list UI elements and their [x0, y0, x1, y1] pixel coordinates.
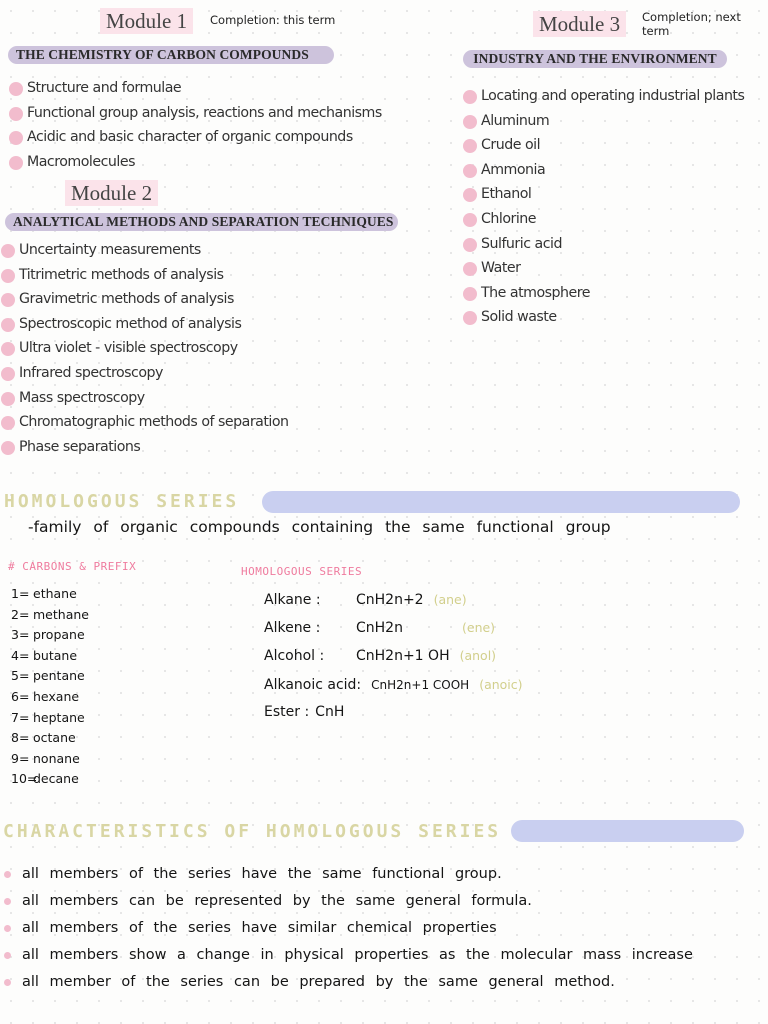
- series-row-alkanoic-acid: [264, 671, 523, 699]
- topic-item: Chlorine: [463, 207, 744, 232]
- topic-item: The atmosphere: [463, 281, 744, 306]
- series-formula: CnH2n: [356, 620, 403, 637]
- series-row-alkene: [264, 614, 523, 642]
- carbon-number: 8=: [11, 730, 30, 746]
- topic-item: Chromatographic methods of separation: [1, 410, 289, 435]
- topic-item: Ammonia: [463, 158, 744, 183]
- carbon-name: pentane: [33, 668, 85, 684]
- carbons-heading: # CARBONS & PREFIX: [8, 560, 137, 573]
- homologous-definition: -family of organic compounds containing the same functional group: [28, 518, 611, 536]
- topic-item: Structure and formulae: [9, 76, 382, 101]
- series-name: Alkene :: [264, 620, 321, 637]
- module-3-topics: [463, 84, 744, 330]
- carbon-item: [11, 605, 89, 626]
- module-2-topics: [1, 238, 289, 459]
- carbon-number: 5=: [11, 668, 30, 684]
- carbon-name: ethane: [33, 586, 77, 601]
- topic-item: Locating and operating industrial plants: [463, 84, 744, 109]
- homologous-bar: [262, 491, 740, 513]
- carbon-name: octane: [33, 730, 76, 746]
- characteristic-item: all members of the series have the same functional group.: [0, 861, 720, 888]
- carbon-name: methane: [33, 606, 89, 622]
- module-1-banner: THE CHEMISTRY OF CARBON COMPOUNDS: [8, 46, 334, 64]
- topic-item: Aluminum: [463, 109, 744, 134]
- carbon-number: 7=: [11, 709, 30, 725]
- carbon-item: [11, 769, 89, 790]
- module-3-title: Module 3: [533, 11, 626, 37]
- carbon-name: nonane: [33, 750, 80, 766]
- carbon-item: [11, 625, 89, 646]
- topic-item: Water: [463, 256, 744, 281]
- topic-item: Solid waste: [463, 305, 744, 330]
- carbon-number: 4=: [11, 647, 30, 663]
- carbon-number: 10=: [11, 771, 38, 787]
- series-suffix: (ane): [433, 592, 467, 607]
- topic-item: Functional group analysis, reactions and mechanisms: [9, 101, 382, 126]
- series-formula: CnH2n+1 COOH: [371, 677, 470, 692]
- series-suffix: (anol): [459, 648, 497, 664]
- series-name: Alcohol :: [264, 648, 325, 665]
- homologous-heading: HOMOLOGOUS SERIES: [4, 491, 240, 512]
- carbon-item: [11, 666, 89, 687]
- module-2-banner: ANALYTICAL METHODS AND SEPARATION TECHNIQUES: [5, 213, 398, 231]
- series-row-alcohol: [264, 642, 523, 670]
- series-row-alkane: [264, 586, 523, 614]
- topic-item: Crude oil: [463, 133, 744, 158]
- series-formula: CnH2n+2: [356, 592, 424, 608]
- topic-item: Acidic and basic character of organic compounds: [9, 125, 382, 150]
- characteristics-bar: [511, 820, 744, 842]
- topic-item: Ultra violet - visible spectroscopy: [1, 336, 289, 361]
- topic-item: Gravimetric methods of analysis: [1, 287, 289, 312]
- carbon-item: [11, 687, 89, 708]
- series-table: [264, 586, 523, 726]
- module-1-completion: Completion: this term: [210, 13, 336, 27]
- carbon-item: [11, 584, 89, 605]
- series-row-ester: [264, 699, 523, 726]
- series-heading: HOMOLOGOUS SERIES: [241, 565, 363, 578]
- carbon-name: butane: [33, 647, 78, 663]
- carbons-list: [11, 584, 89, 790]
- characteristic-item: all member of the series can be prepared by the same general method.: [0, 969, 720, 996]
- carbon-item: [11, 749, 89, 770]
- topic-item: Infrared spectroscopy: [1, 361, 289, 386]
- topic-item: Mass spectroscopy: [1, 386, 289, 411]
- topic-item: Macromolecules: [9, 150, 382, 175]
- series-name: Alkane :: [264, 592, 321, 608]
- topic-item: Uncertainty measurements: [1, 238, 289, 263]
- module-1-title: Module 1: [100, 8, 193, 34]
- carbon-item: [11, 708, 89, 729]
- carbon-item: [11, 646, 89, 667]
- characteristics-heading: CHARACTERISTICS OF HOMOLOGOUS SERIES: [3, 821, 502, 842]
- series-formula: CnH2n+1 OH: [356, 648, 450, 665]
- carbon-number: 3=: [11, 627, 30, 643]
- module-1-topics: [9, 76, 382, 174]
- topic-item: Titrimetric methods of analysis: [1, 263, 289, 288]
- characteristics-list: [0, 861, 720, 996]
- topic-item: Sulfuric acid: [463, 232, 744, 257]
- series-name: Alkanoic acid:: [264, 676, 362, 693]
- characteristic-item: all members of the series have similar chemical properties: [0, 915, 720, 942]
- series-suffix: (anoic): [479, 676, 523, 692]
- module-3-completion: Completion; next term: [642, 10, 741, 38]
- topic-item: Phase separations: [1, 435, 289, 460]
- topic-item: Spectroscopic method of analysis: [1, 312, 289, 337]
- carbon-name: propane: [33, 627, 85, 643]
- series-formula: CnH: [315, 703, 345, 720]
- series-suffix: (ene): [462, 620, 496, 636]
- carbon-name: heptane: [33, 709, 85, 725]
- carbon-item: [11, 728, 89, 749]
- characteristic-item: all members can be represented by the same general formula.: [0, 888, 720, 915]
- topic-item: Ethanol: [463, 182, 744, 207]
- carbon-number: 6=: [11, 688, 30, 704]
- carbon-number: 2=: [11, 606, 30, 622]
- module-3-banner: INDUSTRY AND THE ENVIRONMENT: [463, 50, 727, 68]
- carbon-number: 9=: [11, 750, 30, 766]
- series-name: Ester :: [264, 703, 310, 720]
- carbon-number: 1=: [11, 586, 30, 601]
- carbon-name: decane: [33, 771, 79, 787]
- module-2-title: Module 2: [65, 180, 158, 206]
- carbon-name: hexane: [33, 688, 80, 704]
- characteristic-item: all members show a change in physical properties as the molecular mass increase: [0, 942, 720, 969]
